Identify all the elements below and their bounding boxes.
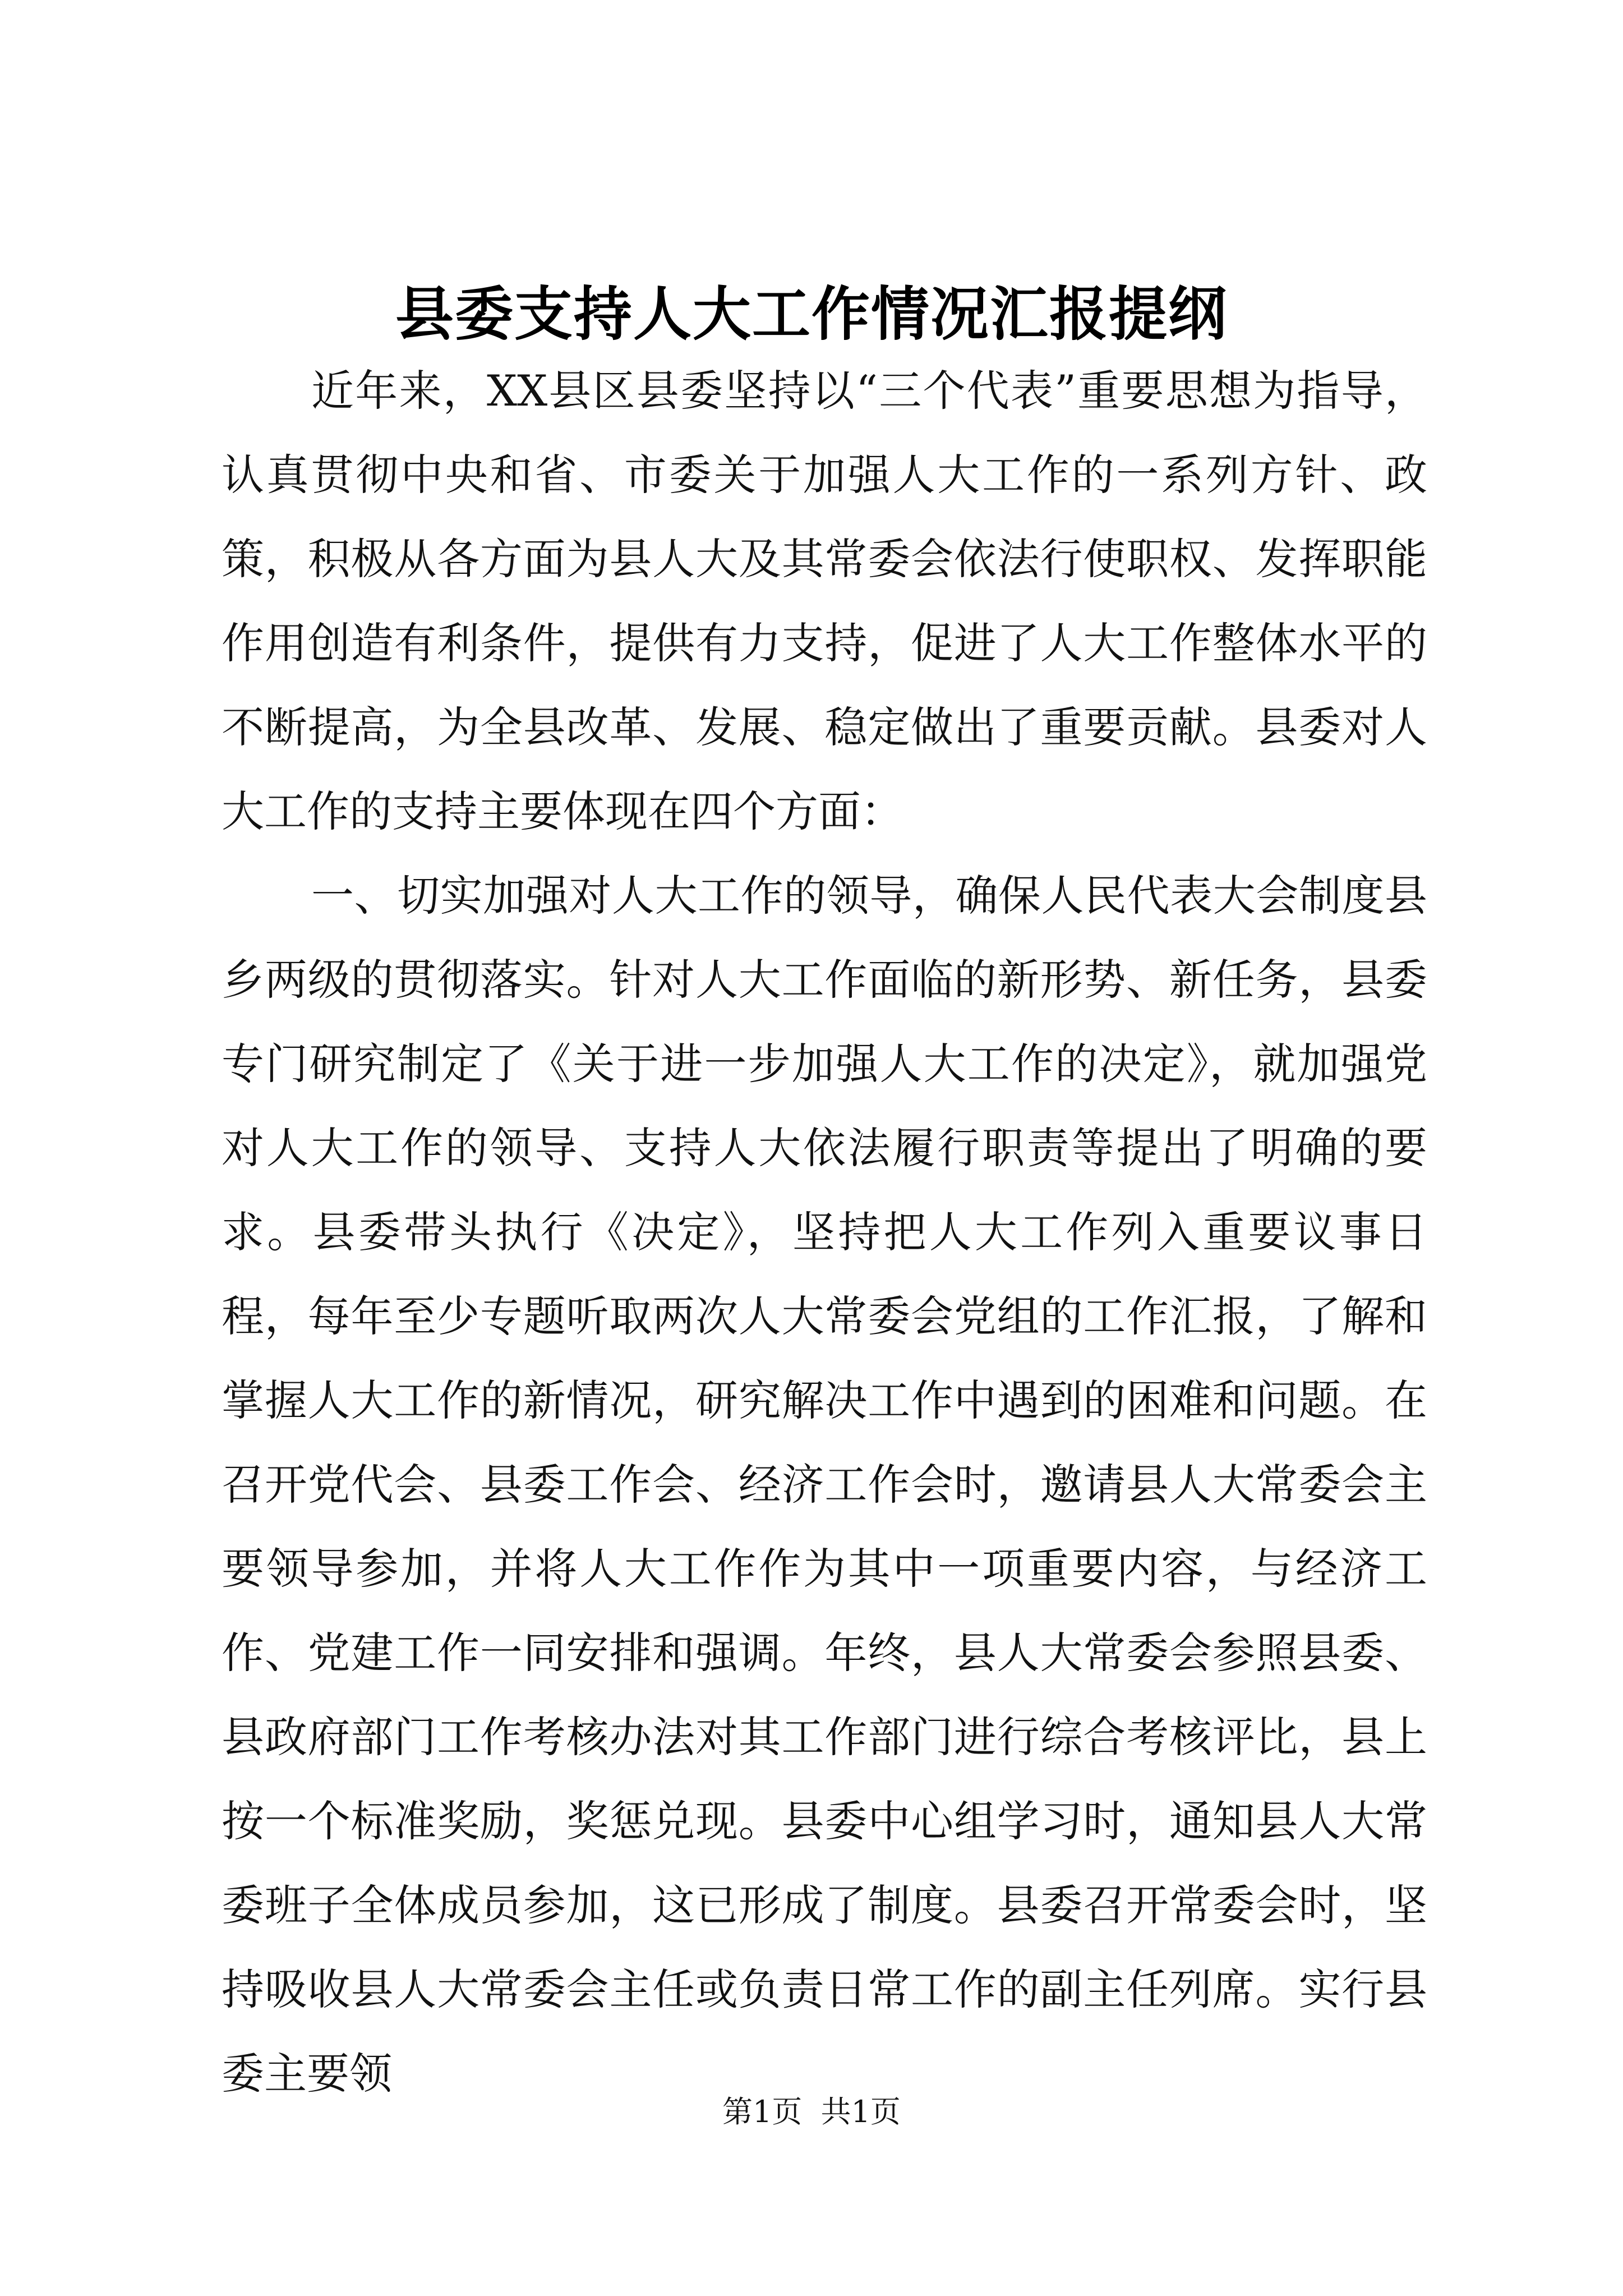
page-number: 第1页 <box>722 2094 803 2129</box>
page-total: 共1页 <box>820 2094 901 2129</box>
document-title: 县委支持人大工作情况汇报提纲 <box>395 279 1228 348</box>
document-body <box>222 349 1427 2116</box>
paragraph-section-one: 一、切实加强对人大工作的领导，确保人民代表大会制度县乡两级的贯彻落实。针对人大工作面临的新形势、新任务，县委专门研究制定了《关于进一步加强人大工作的决定》，就加强党对人大工作的领导、支持人大依法履行职责等提出了明确的要求。县委带头执行《决定》，坚持把人大工作列入重要议事日程，每年至少专题听取两次人大常委会党组的工作汇报，了解和掌握人大工作的新情况，研究解决工作中遇到的困难和问题。在召开党代会、县委工作会、经济工作会时，邀请县人大常委会主要领导参加，并将人大工作作为其中一项重要内容，与经济工作、党建工作一同安排和强调。年终，县人大常委会参照县委、县政府部门工作考核办法对其工作部门进行综合考核评比，县上按一个标准奖励，奖惩兑现。县委中心组学习时，通知县人大常委班子全体成员参加，这已形成了制度。县委召开常委会时，坚持吸收县人大常委会主任或负责日常工作的副主任列席。实行县委主要领 <box>222 871 1427 2099</box>
page-footer <box>0 2092 1623 2132</box>
paragraph-intro: 近年来，XX县区县委坚持以“三个代表”重要思想为指导，认真贯彻中央和省、市委关于加强人大工作的一系列方针、政策，积极从各方面为县人大及其常委会依法行使职权、发挥职能作用创造有利条件，提供有力支持，促进了人大工作整体水平的不断提高，为全县改革、发展、稳定做出了重要贡献。县委对人大工作的支持主要体现在四个方面： <box>222 366 1427 836</box>
